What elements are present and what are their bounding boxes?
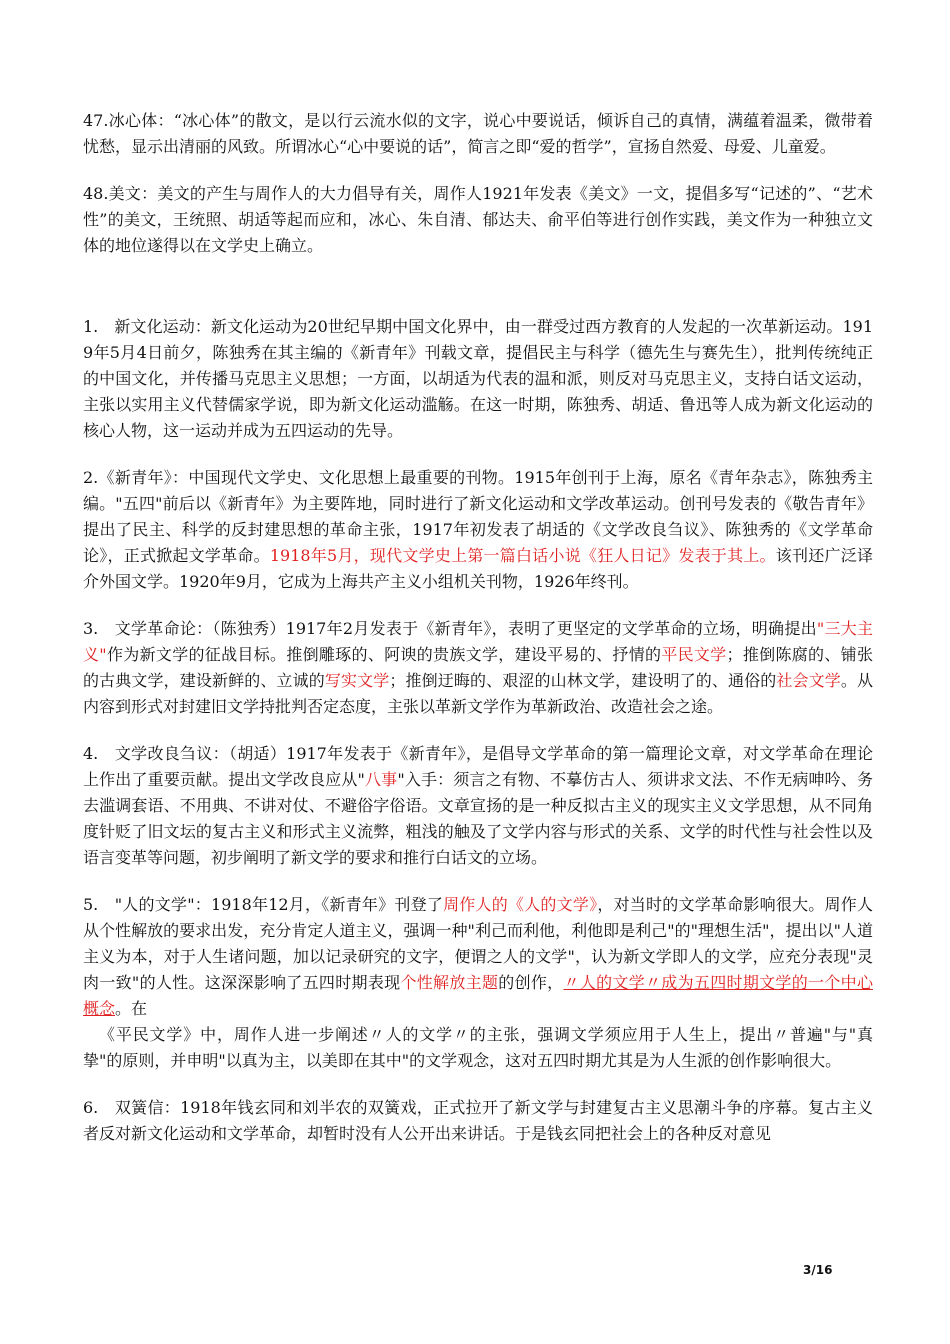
- text-segment: 48.美文：美文的产生与周作人的大力倡导有关，周作人1921年发表《美文》一文，提倡多写“记述的”、“艺术性”的美文，王统照、胡适等起而应和，冰心、朱自清、郁达夫、俞平伯等进行创作实践，美文作为一种独立文体的地位遂得以在文学史上确立。: [83, 184, 873, 255]
- highlight-text: 周作人的《人的文学》: [443, 895, 598, 914]
- paragraph-2-new-youth: [83, 465, 873, 595]
- text-segment: 2.《新青年》：中国现代文学史、文化思想上最重要的刊物。1915年创刊于上海，原名《青年杂志》，陈独秀主编。"五四"前后以《新青年》为主要阵地，同时进行了新文化运动和文学改革运动。创刊号发表的《敬告青年》提出了民主、科学的反封建思想的革命主张，1917年初发表了胡适的《文学改良刍议》、陈独秀的《文学革命论》，正式掀起文学革命。: [83, 468, 873, 565]
- paragraph-1-new-culture-movement: [83, 314, 873, 444]
- text-segment: 。从内容到形式对封建旧文学持批判否定态度，主张以革新文学作为革新政治、改造社会之途。: [83, 671, 873, 716]
- text-segment: ；推倒迂晦的、艰涩的山林文学，建设明了的、通俗的: [389, 671, 777, 690]
- text-segment: 作为新文学的征战目标。推倒雕琢的、阿谀的贵族文学，建设平易的、抒情的: [106, 645, 662, 664]
- paragraph-6-double-reed-letters: [83, 1095, 873, 1147]
- text-segment: 6. 双簧信：1918年钱玄同和刘半农的双簧戏，正式拉开了新文学与封建复古主义思潮斗争的序幕。复古主义者反对新文化运动和文学革命，却暂时没有人公开出来讲话。于是钱玄同把社会上的各种反对意见: [83, 1098, 873, 1143]
- highlight-text: 个性解放主题: [400, 973, 499, 992]
- highlight-text: 八事: [364, 770, 398, 789]
- paragraph-4-literary-reform: [83, 741, 873, 871]
- text-segment: "入手：须言之有物、不摹仿古人、须讲求文法、不作无病呻吟、务去滥调套语、不用典、不讲对仗、不避俗字俗语。文章宣扬的是一种反拟古主义的现实主义文学思想，从不同角度针贬了旧文坛的复古主义和形式主义流弊，粗浅的触及了文学内容与形式的关系、文学的时代性与社会性以及语言变革等问题，初步阐明了新文学的要求和推行白话文的立场。: [83, 770, 873, 867]
- text-segment: 该刊还广泛译介外国文学。1920年9月，它成为上海共产主义小组机关刊物，1926年终刊。: [83, 546, 873, 591]
- text-segment: 。在: [115, 999, 148, 1018]
- highlight-text: 写实文学: [324, 671, 390, 690]
- highlight-text: 平民文学: [661, 645, 727, 664]
- text-segment: ；推倒陈腐的、铺张的古典文学，建设新鲜的、立诚的: [83, 645, 873, 690]
- text-segment: ，对当时的文学革命影响很大。周作人从个性解放的要求出发，充分肯定人道主义，强调一种"利己而利他，利他即是利己"的"理想生活"，提出以"人道主义为本，对于人生诸问题，加以记录研究的文字，便谓之人的文学"，认为新文学即人的文学，应充分表现"灵肉一致"的人性。这深深影响了五四时期表现: [83, 895, 873, 992]
- paragraph-47-bingxin-style: [83, 108, 873, 160]
- text-segment: 47.冰心体：“冰心体”的散文，是以行云流水似的文字，说心中要说话，倾诉自己的真情，满蕴着温柔，微带着忧愁，显示出清丽的风致。所谓冰心“心中要说的话”，简言之即“爱的哲学”，宣扬自然爱、母爱、儿童爱。: [83, 111, 873, 156]
- highlight-text: 1918年5月，现代文学史上第一篇白话小说《狂人日记》发表于其上。: [269, 546, 776, 565]
- highlight-text: 社会文学: [776, 671, 841, 690]
- paragraph-3-literary-revolution: [83, 616, 873, 720]
- text-segment: 3. 文学革命论：（陈独秀）1917年2月发表于《新青年》，表明了更坚定的文学革命的立场，明确提出: [83, 619, 817, 638]
- paragraph-48-meiwen: [83, 181, 873, 259]
- highlight-underlined-text: 〃人的文学〃成为五四时期文学的一个中心概念: [83, 973, 873, 1018]
- text-segment: 1. 新文化运动：新文化运动为20世纪早期中国文化界中，由一群受过西方教育的人发起的一次革新运动。1919年5月4日前夕，陈独秀在其主编的《新青年》刊载文章，提倡民主与科学（德先生与赛先生），批判传统纯正的中国文化，并传播马克思主义思想；一方面，以胡适为代表的温和派，则反对马克思主义，支持白话文运动，主张以实用主义代替儒家学说，即为新文化运动滥觞。在这一时期，陈独秀、胡适、鲁迅等人成为新文化运动的核心人物，这一运动并成为五四运动的先导。: [83, 317, 873, 440]
- highlight-text: "三大主义": [83, 619, 873, 664]
- text-segment: 5. "人的文学"：1918年12月，《新青年》刊登了: [83, 895, 444, 914]
- document-page: [83, 108, 873, 1168]
- text-segment: 4. 文学改良刍议：（胡适）1917年发表于《新青年》，是倡导文学革命的第一篇理论文章，对文学革命在理论上作出了重要贡献。提出文学改良应从": [83, 744, 873, 789]
- text-segment: 《平民文学》中，周作人进一步阐述〃人的文学〃的主张，强调文学须应用于人生上，提出〃普遍"与"真挚"的原则，并申明"以真为主，以美即在其中"的文学观念，这对五四时期尤其是为人生派的创作影响很大。: [83, 1025, 873, 1070]
- paragraph-5-human-literature: [83, 892, 873, 1074]
- page-number: 3/16: [803, 1263, 833, 1277]
- text-segment: 的创作，: [498, 973, 564, 992]
